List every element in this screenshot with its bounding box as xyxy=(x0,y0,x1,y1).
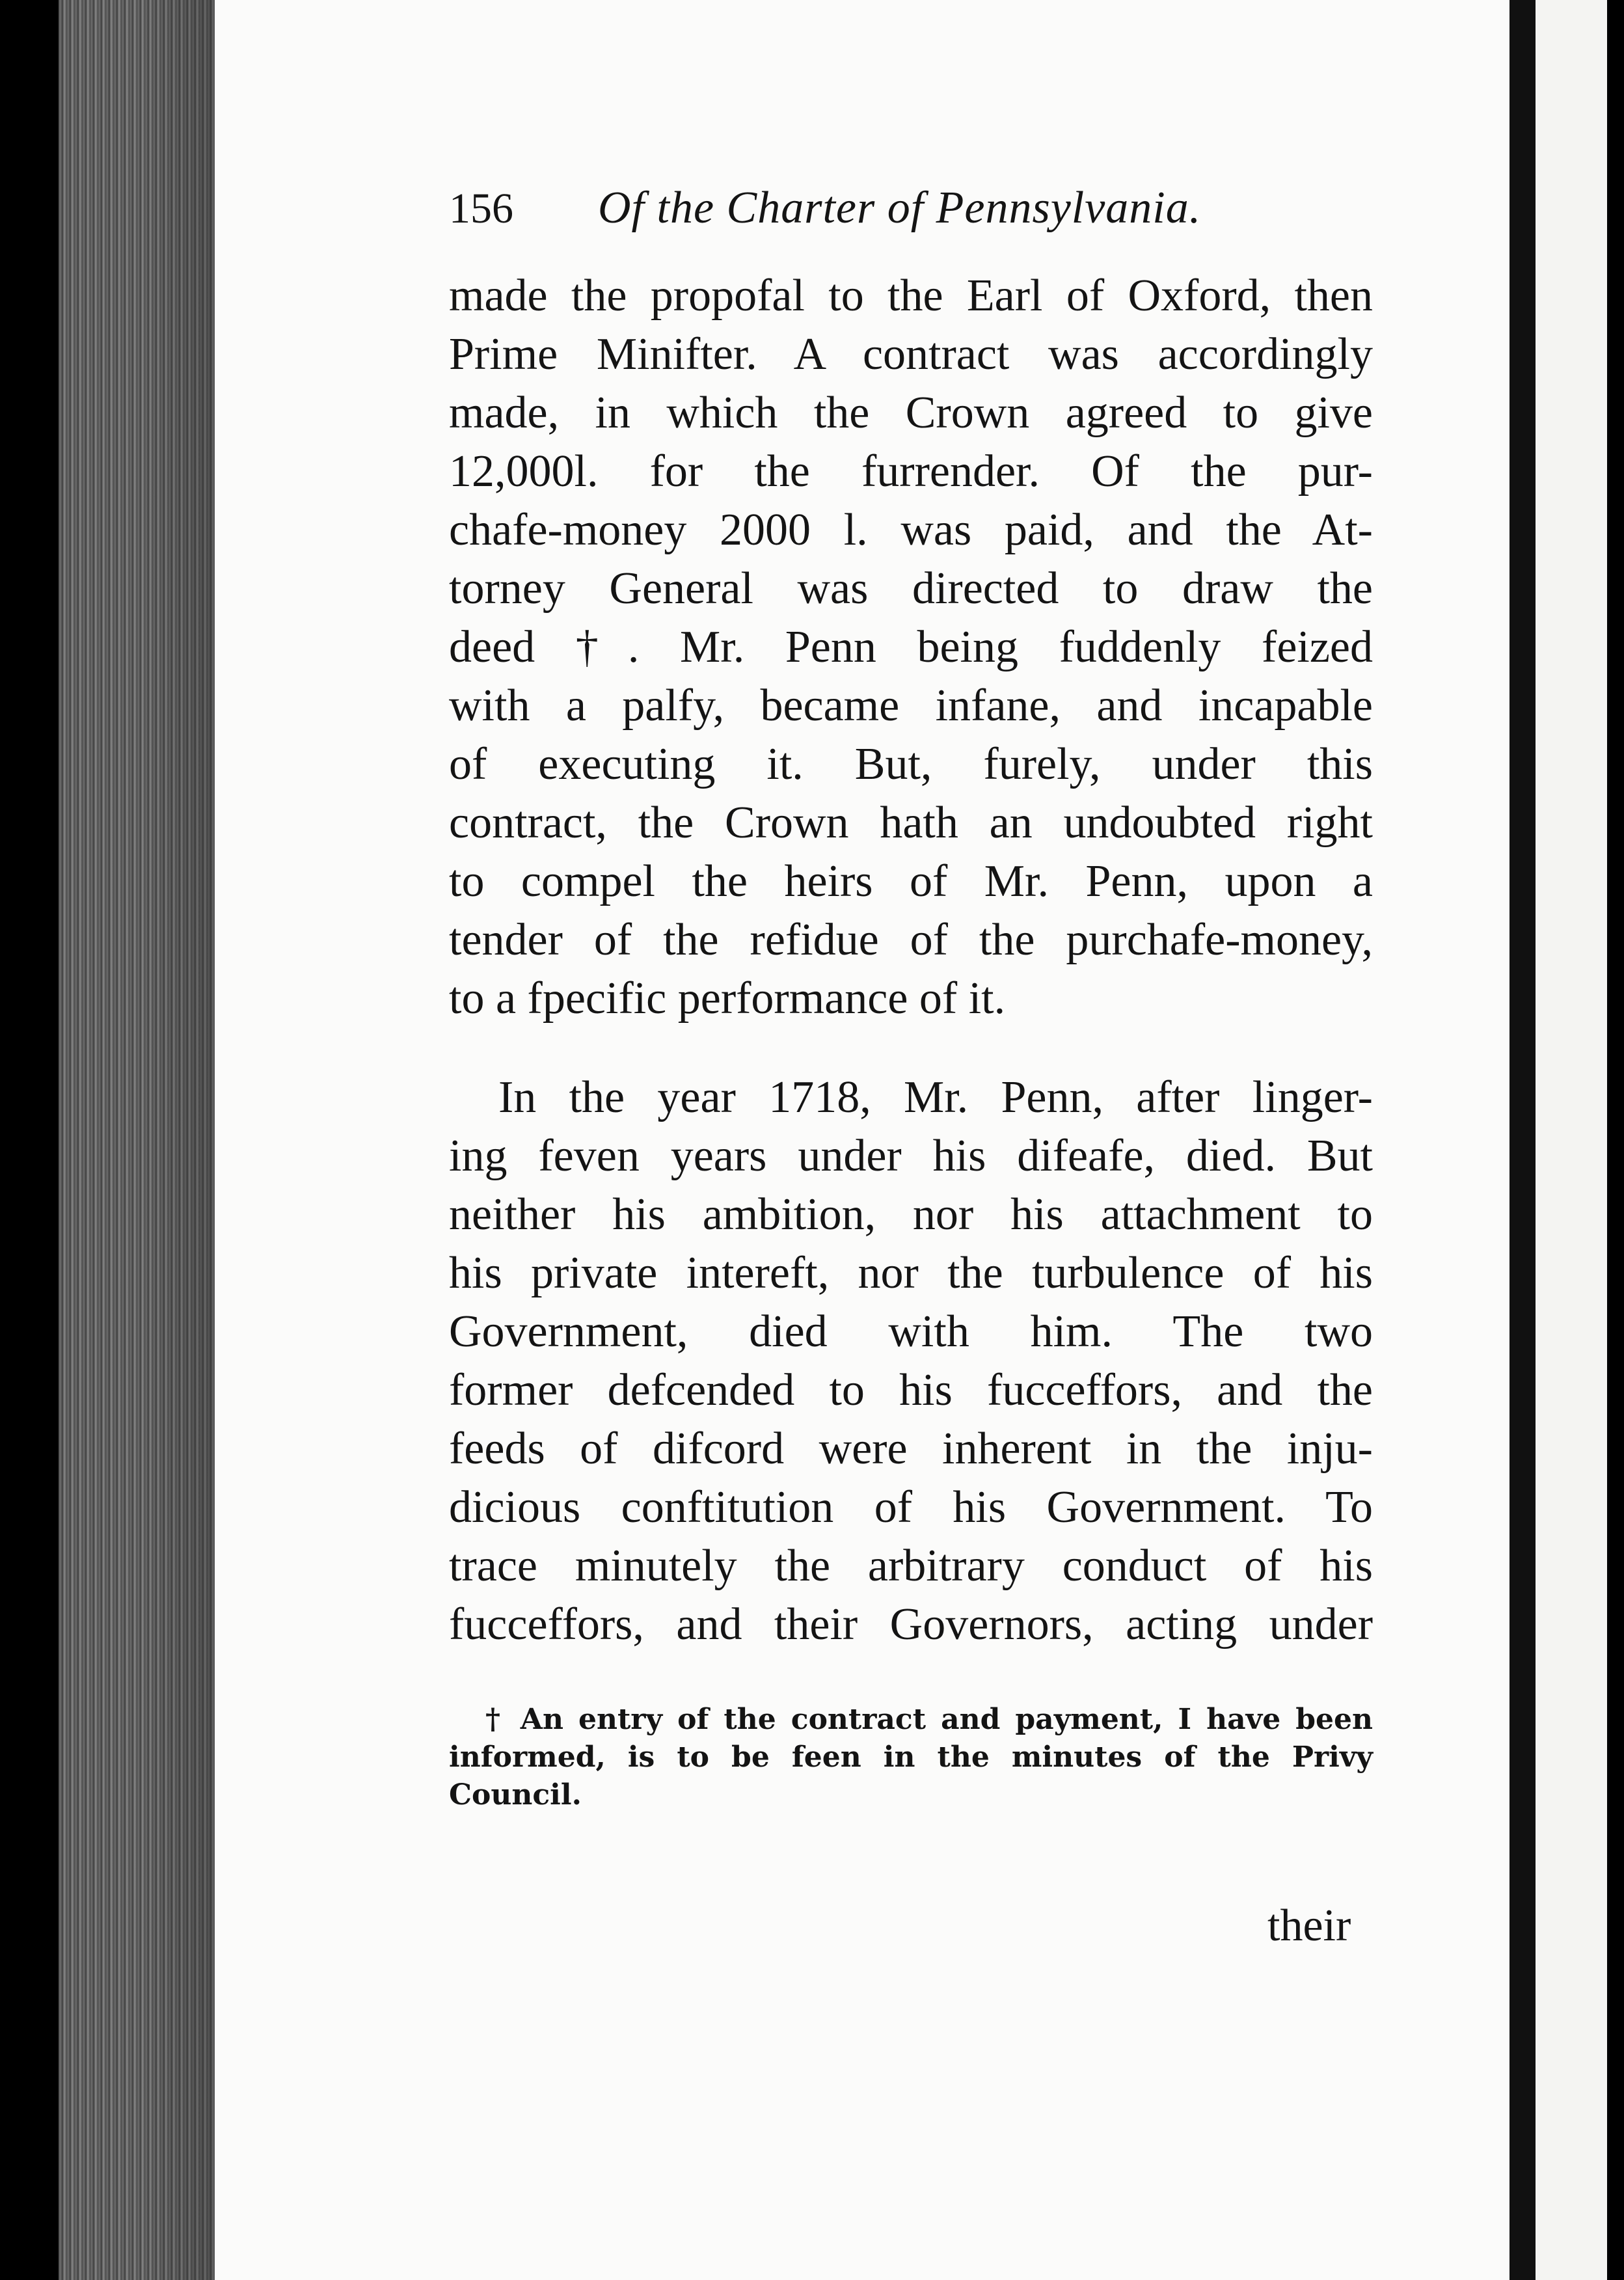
footnote-line: † An entry of the contract and payment, I have been xyxy=(485,1703,1373,1736)
text-line: deed †. Mr. Penn being fuddenly feized xyxy=(449,622,1373,672)
text-line: feeds of difcord were inherent in the inju- xyxy=(449,1424,1373,1474)
text-line: In the year 1718, Mr. Penn, after linger- xyxy=(498,1072,1373,1122)
footnote-line: informed, is to be feen in the minutes of the Privy xyxy=(449,1741,1373,1774)
page-text xyxy=(449,182,1373,1814)
paragraph xyxy=(449,267,1373,1028)
text-line: made, in which the Crown agreed to give xyxy=(449,388,1373,438)
running-title: Of the Charter of Pennsylvania. xyxy=(598,183,1202,233)
text-line: to compel the heirs of Mr. Penn, upon a xyxy=(449,856,1373,906)
footnote-line: Council. xyxy=(449,1778,582,1812)
text-line: of executing it. But, furely, under this xyxy=(449,739,1373,789)
text-line: chafe-money 2000 l. was paid, and the At- xyxy=(449,505,1373,555)
running-head xyxy=(449,182,1373,267)
page-number: 156 xyxy=(449,185,513,232)
catchword: their xyxy=(1267,1901,1351,1951)
text-line: fucceffors, and their Governors, acting under xyxy=(449,1599,1373,1649)
text-line: trace minutely the arbitrary conduct of his xyxy=(449,1541,1373,1591)
text-line: former defcended to his fucceffors, and the xyxy=(449,1365,1373,1415)
paragraph-spacing xyxy=(449,1028,1373,1068)
footnote xyxy=(449,1701,1373,1814)
text-line: Prime Minifter. A contract was accordingly xyxy=(449,329,1373,379)
scan-border xyxy=(1607,0,1624,2280)
text-line: Government, died with him. The two xyxy=(449,1307,1373,1357)
text-line: to a fpecific performance of it. xyxy=(449,973,1006,1024)
text-line: his private intereft, nor the turbulence of his xyxy=(449,1248,1373,1298)
paragraph xyxy=(449,1068,1373,1654)
text-line: dicious conftitution of his Government. To xyxy=(449,1482,1373,1532)
text-line: with a palfy, became infane, and incapable xyxy=(449,681,1373,731)
text-line: made the propofal to the Earl of Oxford, then xyxy=(449,271,1373,321)
text-line: ing feven years under his difeafe, died. But xyxy=(449,1131,1373,1181)
text-line: 12,000l. for the furrender. Of the pur- xyxy=(449,446,1373,496)
text-line: torney General was directed to draw the xyxy=(449,563,1373,614)
text-line: contract, the Crown hath an undoubted right xyxy=(449,798,1373,848)
binding-shadow xyxy=(143,0,215,2280)
text-line: neither his ambition, nor his attachment to xyxy=(449,1189,1373,1240)
right-gutter xyxy=(1509,0,1536,2280)
text-line: tender of the refidue of the purchafe-money, xyxy=(449,915,1373,965)
